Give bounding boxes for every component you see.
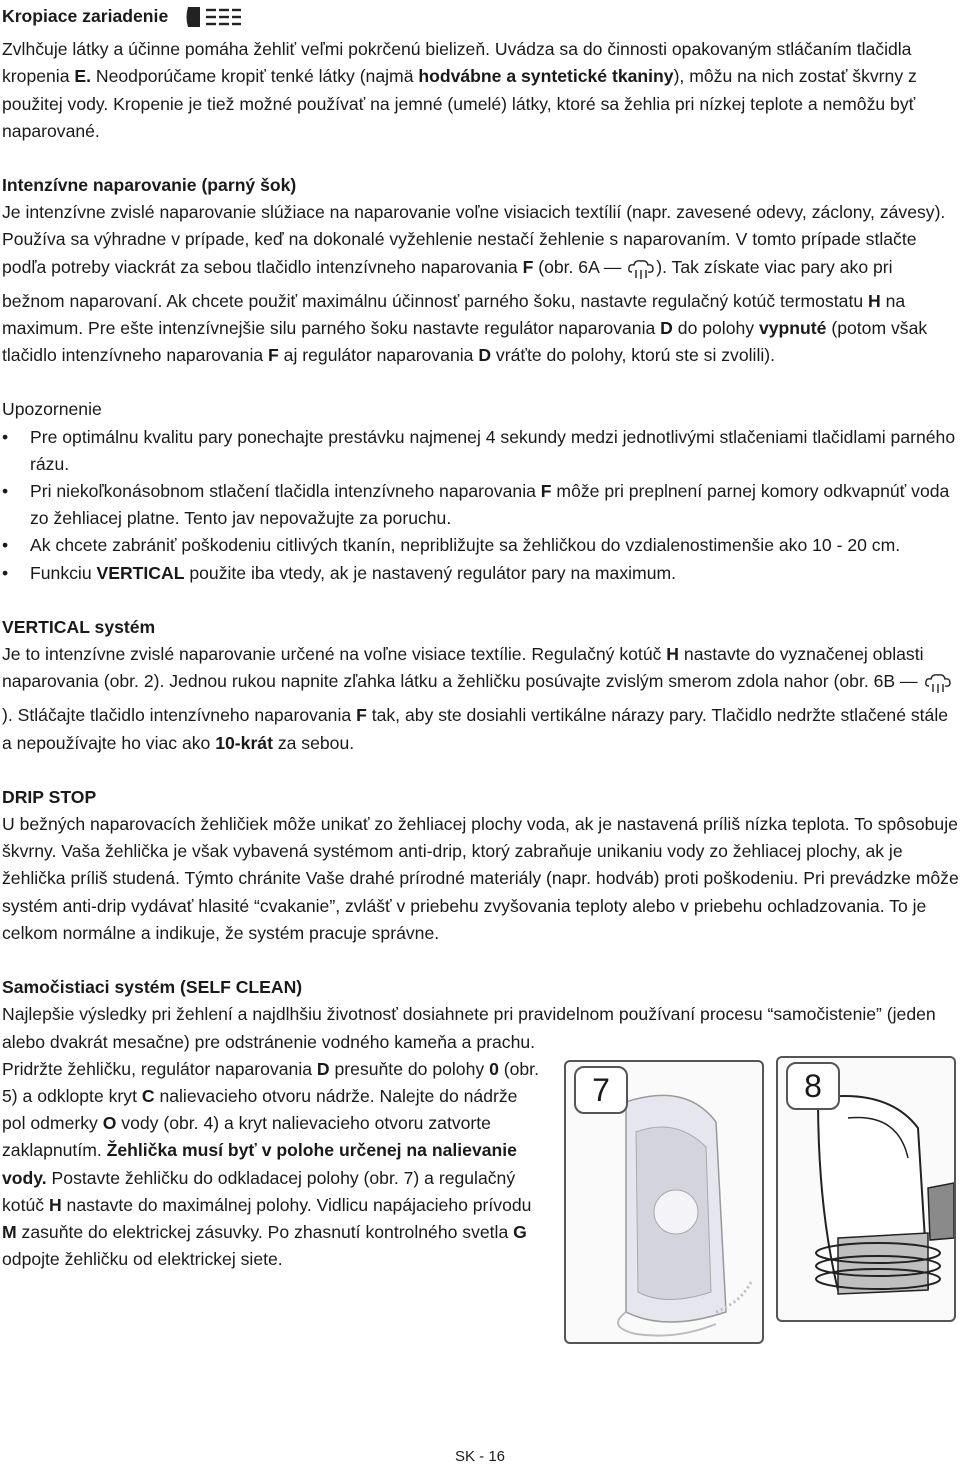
section-title: Samočistiaci systém (SELF CLEAN) [2,977,303,998]
page-number: SK - 16 [454,1448,506,1465]
section-title: DRIP STOP [2,786,97,807]
spray-text: Zvlhčuje látky a účinne pomáha žehliť veľmi pokrčenú bielizeň. Uvádza sa do činnosti opakovaným stláčaním tlačidla kropenia E. Neodporúčame kropiť tenké látky (najmä hodvábne a syntetické tkaniny), môžu na nich zostať škvrny z použitej vody. Kropenie je tiež možné používať na jemné (umelé) látky, ktoré sa žehlia pri nízkej teplote a nemôžu byť naparované. [2,39,917,141]
list-item: • Pre optimálnu kvalitu pary ponechajte prestávku najmenej 4 sekundy medzi jednotlivými stlačeniami tlačidlami parného rázu. [2,424,960,478]
section-title: Kropiace zariadenie [2,3,960,36]
selfclean-body [2,1056,960,1274]
section-self-clean [2,974,960,1273]
figure-number: 7 [574,1066,628,1114]
spray-icon [186,6,242,36]
list-item: • Ak chcete zabrániť poškodeniu citlivých tkanín, nepribližujte sa žehličkou do vzdialenostimenšie ako 10 - 20 cm. [2,532,960,559]
figure-8 [776,1056,956,1322]
section-title: VERTICAL systém [2,616,156,637]
section-spray [2,3,960,145]
warning-list [2,424,960,587]
figure-7 [564,1060,764,1344]
section-warning [2,396,960,586]
section-steam-shot [2,172,960,369]
list-item: • Pri niekoľkonásobnom stlačení tlačidla intenzívneho naparovania F môže pri preplnení parnej komory odkvapnúť voda zo žehliacej platne. Tento jav nepovažujte za poruchu. [2,478,960,532]
drip-text: U bežných naparovacích žehličiek môže unikať zo žehliacej plochy voda, ak je nastavená príliš nízka teplota. To spôsobuje škvrny. Vaša žehlička je však vybavená systémom anti-drip, ktorý zabraňuje unikaniu vody zo žehliacej plochy, ak je žehlička príliš studená. Týmto chránite Vaše drahé prírodné materiály (napr. hodváb) proti poškodeniu. Pri prevádzke môže systém anti-drip vydávať hlasité “cvakanie”, zvlášť v priebehu zvyšovania teploty alebo v priebehu ochladzovania. To je celkom normálne a indikuje, že systém pracuje správne. [2,814,959,943]
section-title: Upozornenie [2,399,102,420]
manual-page [2,3,960,1273]
steam-burst-icon [626,258,656,288]
section-drip-stop [2,784,960,947]
steam-burst-icon [923,672,953,702]
steam-text: Je intenzívne zvislé naparovanie slúžiace na naparovanie voľne visiacich textílií (napr. zavesené odevy, záclony, závesy). Používa sa výhradne v prípade, keď na dokonalé vyžehlenie nestačí žehlenie s naparovaním. V tomto prípade stlačte podľa potreby viackrát za sebou tlačidlo intenzívneho naparovania F (obr. 6A — ). Tak získate viac pary ako pri bežnom naparovaní. Ak chcete použiť maximálnu účinnosť parného šoku, nastavte regulačný kotúč termostatu H na maximum. Pre ešte intenzívnejšie silu parného šoku nastavte regulátor naparovania D do polohy vypnuté (potom však tlačidlo intenzívneho naparovania F aj regulátor naparovania D vráťte do polohy, ktorú ste si zvolili). [2,202,946,366]
section-vertical [2,614,960,757]
selfclean-intro: Najlepšie výsledky pri žehlení a najdlhšiu životnosť dosiahnete pri pravidelnom používaní procesu “samočistenie” (jeden alebo dvakrát mesačne) pre odstránenie vodného kameňa a prachu. [2,1004,936,1052]
selfclean-steps: Pridržte žehličku, regulátor naparovania D presuňte do polohy 0 (obr. 5) a odklopte kryt C nalievacieho otvoru nádrže. Nalejte do nádrže pol odmerky O vody (obr. 4) a kryt nalievacieho otvoru zatvorte zaklapnutím. Žehlička musí byť v polohe určenej na nalievanie vody. Postavte žehličku do odkladacej polohy (obr. 7) a regulačný kotúč H nastavte do maximálnej polohy. Vidlicu napájacieho prívodu M zasuňte do elektrickej zásuvky. Po zhasnutí kontrolného svetla G odpojte žehličku od elektrickej siete. [2,1058,539,1270]
figure-number: 8 [786,1062,840,1110]
vertical-text: Je to intenzívne zvislé naparovanie určené na voľne visiace textílie. Regulačný kotúč H nastavte do vyznačenej oblasti naparovania (obr. 2). Jednou rukou napnite zľahka látku a žehličku posúvajte zvislým smerom zdola nahor (obr. 6B — ). Stláčajte tlačidlo intenzívneho naparovania F tak, aby ste dosiahli vertikálne nárazy pary. Tlačidlo nedržte stlačené stále a nepoužívajte ho viac ako 10-krát za sebou. [2,641,960,757]
section-title: Intenzívne naparovanie (parný šok) [2,175,297,196]
list-item: • Funkciu VERTICAL použite iba vtedy, ak je nastavený regulátor pary na maximum. [2,560,960,587]
